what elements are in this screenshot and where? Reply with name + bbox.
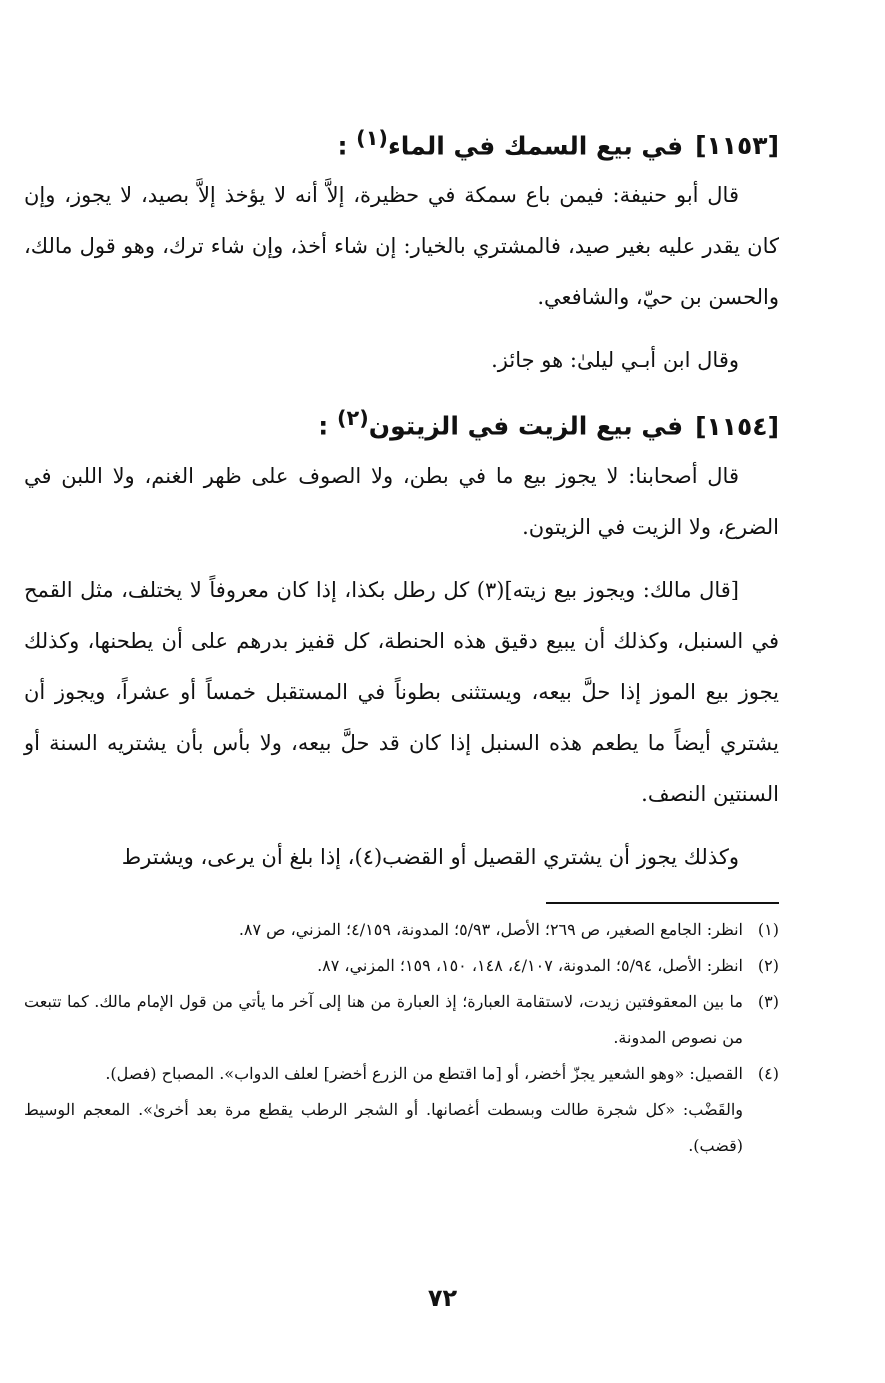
paragraph: وقال ابن أبـي ليلىٰ: هو جائز. [491,348,739,373]
paragraph: قال أبو حنيفة: فيمن باع سمكة في حظيرة، إلاَّ أنه لا يؤخذ إلاَّ بصيد، لا يجوز، وإن كان يقدر عليه بغير صيد، فالمشتري بالخيار: إن شاء أخذ، وإن شاء ترك، وهو قول مالك، والحسن بن حيّ، والشافعي. [24,183,779,310]
footnote-ref: (١) [356,126,388,150]
section-title: في بيع الزيت في الزيتون [368,411,684,441]
footnote-continuation [24,1092,779,1164]
footnote-marker: (٤) [757,1064,779,1083]
main-text [24,118,779,883]
section-number: [١١٥٤] [695,411,779,441]
section-title: في بيع السمك في الماء [387,131,684,161]
footnote-marker: (١) [757,920,779,939]
paragraph: قال أصحابنا: لا يجوز بيع ما في بطن، ولا الصوف على ظهر الغنم، ولا اللبن في الضرع، ولا الزيت في الزيتون. [24,463,779,539]
paragraph: [قال مالك: ويجوز بيع زيته](٣) كل رطل بكذا، إذا كان معروفاً لا يختلف، مثل القمح في السنبل، وكذلك أن يبيع دقيق هذه الحنطة، كل قفيز بدرهم على أن يطحنها، وكذلك يجوز بيع الموز إذا حلَّ بيعه، ويستثنى بطوناً في المستقبل خمساً أو عشراً، ويجوز أن يشتري أيضاً ما يطعم هذه السنبل إذا كان قد حلَّ بيعه، ولا بأس بأن يشتريه السنة أو السنتين النصف. [24,577,779,806]
footnote-text: والقَضْب: «كل شجرة طالت وبسطت أغصانها. أو الشجر الرطب يقطع مرة بعد أخرىٰ». المعجم الوسيط (قضب). [24,1100,743,1155]
footnote [24,948,779,984]
footnote-divider [546,902,779,904]
footnote-text: انظر: الأصل، ٥/٩٤؛ المدونة، ٤/١٠٧، ١٤٨، ١٥٠، ١٥٩؛ المزني، ٨٧. [317,956,743,975]
footnote-marker: (٣) [757,992,779,1011]
section-heading-1154: [١١٥٤]في بيع الزيت في الزيتون$^{(٢)}$ : [318,406,779,441]
section-number: [١١٥٣] [695,131,779,161]
footnotes [24,912,779,1164]
footnote-text: ما بين المعقوفتين زيدت، لاستقامة العبارة؛ إذ العبارة من هنا إلى آخر ما يأتي من قول الإمام مالك. كما تتبعت من نصوص المدونة. [24,992,743,1047]
footnote [24,984,779,1056]
footnote-ref: (٢) [337,406,369,431]
footnote [24,1056,779,1092]
footnote [24,912,779,948]
footnote-marker [743,1092,779,1164]
footnote-text: القصيل: «وهو الشعير يجزّ أخضر، أو [ما اقتطع من الزرع أخضر] لعلف الدواب». المصباح (فصل). [105,1064,743,1083]
paragraph: وكذلك يجوز أن يشتري القصيل أو القضب(٤)، إذا بلغ أن يرعى، ويشترط [121,844,739,869]
page-number: ٧٢ [427,1284,458,1312]
footnote-marker: (٢) [757,956,779,975]
footnote-text: انظر: الجامع الصغير، ص ٢٦٩؛ الأصل، ٥/٩٣؛ المدونة، ٤/١٥٩؛ المزني، ص ٨٧. [238,920,743,939]
section-heading-1153: [١١٥٣]في بيع السمك في الماء$^{(١)}$ : [337,126,779,161]
